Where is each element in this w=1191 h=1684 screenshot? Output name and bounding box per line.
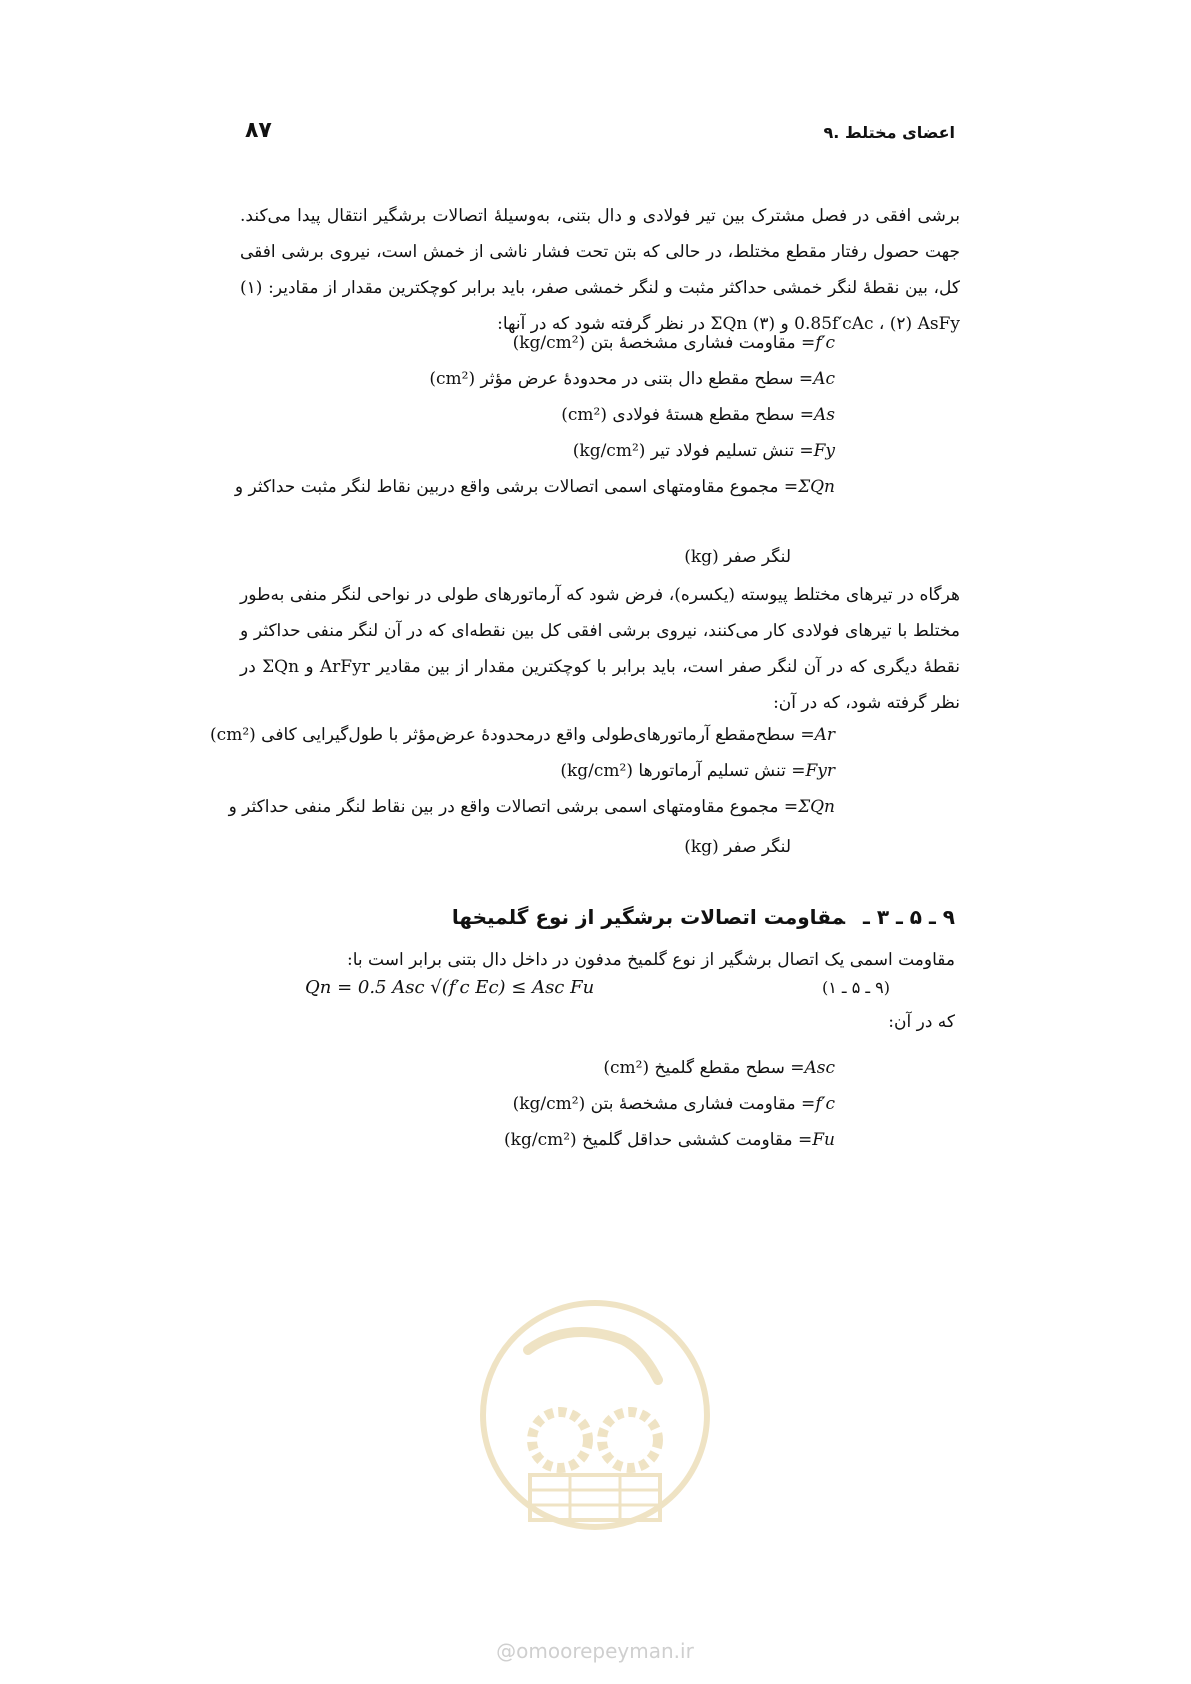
- definition-item: [210, 789, 835, 825]
- definition-item: [235, 469, 835, 505]
- symbol: f′c: [815, 1094, 835, 1114]
- section-number: ۹ ـ ۵ ـ ۳ ـ: [863, 905, 955, 929]
- definition-list-2: [210, 717, 835, 825]
- definition-continuation-2: لنگر صفر (kg): [684, 837, 791, 857]
- paragraph-2: هرگاه در تیرهای مختلط پیوسته (یکسره)، فرض شود که آرماتورهای طولی در نواحی لنگر منفی به‌طور مختلط با تیرهای فولادی کار می‌کنند، نیروی برشی افقی کل بین نقطه‌ای که در آن لنگر منفی حداکثر و نقطهٔ دیگری که در آن لنگر صفر است، باید برابر با کوچکترین مقدار از بین مقادیر ArFyr و ΣQn در نظر گرفته شود، که در آن:: [240, 585, 960, 713]
- definition-text: = مجموع مقاومتهای اسمی برشی اتصالات واقع در بین نقاط لنگر منفی حداکثر و: [228, 797, 799, 817]
- definition-text: = تنش تسلیم فولاد تیر (kg/cm²): [572, 441, 814, 461]
- definition-text: = سطح مقطع هستهٔ فولادی (cm²): [561, 405, 814, 425]
- section-heading: [452, 905, 955, 929]
- paragraph-1: برشی افقی در فصل مشترک بین تیر فولادی و دال بتنی، به‌وسیلهٔ اتصالات برشگیر انتقال پیدا می‌کند. جهت حصول رفتار مقطع مختلط، در حالی که بتن تحت فشار ناشی از خمش است، نیروی برشی افقی کل، بین نقطهٔ لنگر خمشی حداکثر مثبت و لنگر خمشی صفر، باید برابر کوچکترین مقدار از مقادیر: (۱) 0.85f′cAc ، (۲) AsFy و (۳) ΣQn در نظر گرفته شود که در آنها:: [240, 206, 960, 334]
- symbol: Fu: [812, 1130, 835, 1150]
- definition-item: [235, 325, 835, 361]
- definition-item: [504, 1050, 835, 1086]
- definition-item: [235, 361, 835, 397]
- definition-list-3: [504, 1050, 835, 1158]
- watermark: [470, 1290, 720, 1670]
- symbol: ΣQn: [798, 477, 835, 497]
- symbol: Ac: [813, 369, 835, 389]
- definition-item: [210, 753, 835, 789]
- watermark-site: @omoorepeyman.ir: [496, 1639, 694, 1663]
- chapter-title: ۹. اعضای مختلط: [823, 123, 955, 142]
- equation-number: (۹ ـ ۵ ـ ۱): [822, 978, 890, 997]
- gear-scales-seal-icon: [483, 1303, 707, 1527]
- definition-text: = سطح مقطع دال بتنی در محدودهٔ عرض مؤثر (cm²): [429, 369, 814, 389]
- definition-item: [235, 433, 835, 469]
- symbol: f′c: [815, 333, 835, 353]
- definition-text: = تنش تسلیم آرماتورها (kg/cm²): [560, 761, 806, 781]
- symbol: Fyr: [805, 761, 835, 781]
- definition-text: = سطح مقطع گلمیخ (cm²): [603, 1058, 805, 1078]
- definition-item: [235, 397, 835, 433]
- page-number: ۸۷: [245, 118, 272, 143]
- definition-text: = مقاومت فشاری مشخصهٔ بتن (kg/cm²): [512, 333, 816, 353]
- definition-continuation-1: لنگر صفر (kg): [684, 547, 791, 567]
- definition-text: = مقاومت فشاری مشخصهٔ بتن (kg/cm²): [512, 1094, 816, 1114]
- definition-item: [210, 717, 835, 753]
- definition-text: = مجموع مقاومتهای اسمی اتصالات برشی واقع دربین نقاط لنگر مثبت حداکثر و: [234, 477, 799, 497]
- definition-text: = مقاومت کششی حداقل گلمیخ (kg/cm²): [504, 1130, 813, 1150]
- definition-item: [504, 1122, 835, 1158]
- symbol: ΣQn: [798, 797, 835, 817]
- definition-item: [504, 1086, 835, 1122]
- symbol: As: [813, 405, 835, 425]
- definition-list-1: [235, 325, 835, 505]
- section-title: مقاومت اتصالات برشگیر از نوع گلمیخها: [451, 905, 845, 929]
- paragraph-3: مقاومت اسمی یک اتصال برشگیر از نوع گلمیخ مدفون در داخل دال بتنی برابر است با:: [346, 950, 955, 970]
- equation-formula: Qn = 0.5 Asc √(f′c Ec) ≤ Asc Fu: [305, 977, 595, 998]
- symbol: Asc: [804, 1058, 835, 1078]
- where-label: که در آن:: [888, 1012, 955, 1032]
- definition-text: = سطح‌مقطع آرماتورهای‌طولی واقع درمحدودهٔ عرض‌مؤثر با طول‌گیرایی کافی (cm²): [210, 725, 815, 745]
- symbol: Fy: [813, 441, 835, 461]
- symbol: Ar: [814, 725, 835, 745]
